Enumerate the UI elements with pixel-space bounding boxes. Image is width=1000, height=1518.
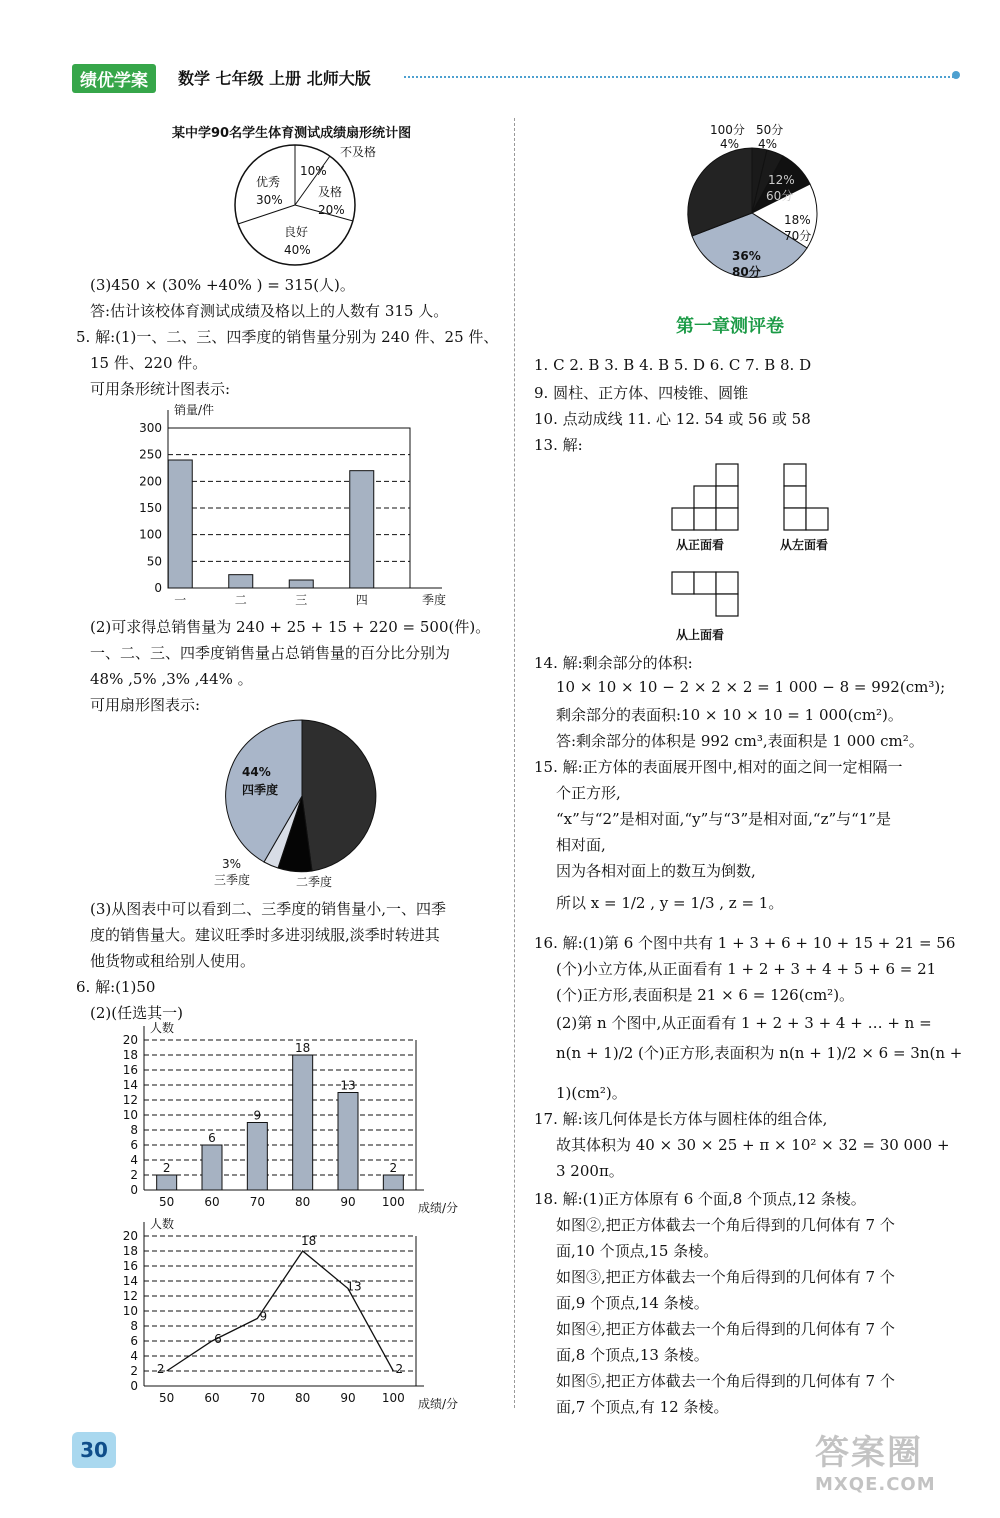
text-line: 答:剩余部分的体积是 992 cm³,表面积是 1 000 cm²。 (556, 732, 924, 750)
bar2-xtick: 100 (381, 1195, 405, 1209)
bar2-bar (383, 1175, 403, 1190)
watermark (815, 1425, 965, 1505)
line2-ylabel: 人数 (150, 1218, 175, 1231)
bar1-xtick: 四 (355, 593, 368, 607)
bar2-ytick: 16 (122, 1063, 138, 1077)
pie3-label-60: 60分 (766, 189, 794, 203)
pie1-label-fail: 不及格 (340, 145, 377, 159)
text-line: 1)(cm²)。 (556, 1084, 627, 1102)
answer-line: 1. C 2. B 3. B 4. B 5. D 6. C 7. B 8. D (534, 356, 812, 374)
pie1-pct-excellent: 30% (256, 193, 283, 207)
pie3-pct-50: 4% (758, 137, 778, 151)
text-line: 48% ,5% ,3% ,44% 。 (90, 670, 253, 688)
pie2-label-q3: 三季度 (214, 873, 251, 887)
sales-pie-chart (200, 712, 400, 892)
view-label-top: 从上面看 (676, 628, 725, 642)
bar1-ytick: 150 (139, 501, 162, 515)
bar2-bar (202, 1145, 222, 1190)
bar2-xlabel: 成绩/分 (418, 1201, 459, 1215)
line2-ytick: 6 (130, 1334, 138, 1348)
sales-bar-chart (120, 402, 460, 612)
pie1-pct-pass: 20% (318, 203, 345, 217)
bar2-bar (157, 1175, 177, 1190)
text-line: 答:估计该校体育测试成绩及格以上的人数有 315 人。 (90, 302, 449, 320)
text-line: 故其体积为 40 × 30 × 25 + π × 10² × 32 = 30 000 + (556, 1136, 950, 1154)
line2-value-label: 2 (156, 1362, 165, 1376)
text-line: 可用扇形图表示: (90, 696, 201, 714)
text-line: 16. 解:(1)第 6 个图中共有 1 + 3 + 6 + 10 + 15 + 21 = 56 (534, 934, 956, 952)
text-line: 所以 x = 1/2 , y = 1/3 , z = 1。 (556, 894, 784, 912)
pie2-label-q4: 四季度 (242, 783, 279, 797)
text-line: 15. 解:正方体的表面展开图中,相对的面之间一定相隔一 (534, 758, 903, 776)
line2-ytick: 12 (122, 1289, 138, 1303)
bar1-ytick: 200 (139, 474, 162, 489)
section-title: 第一章测评卷 (676, 316, 784, 337)
bar1-ytick: 50 (146, 554, 162, 569)
pie1-pct-good: 40% (284, 243, 311, 257)
bar2-bar (338, 1093, 358, 1191)
bar2-xtick: 90 (340, 1195, 356, 1209)
text-line: 如图⑤,把正方体截去一个角后得到的几何体有 7 个 (556, 1372, 895, 1390)
text-line: 面,8 个顶点,13 条棱。 (556, 1346, 709, 1364)
text-line: 剩余部分的表面积:10 × 10 × 10 = 1 000(cm²)。 (556, 706, 903, 724)
text-line: (2)第 n 个图中,从正面看有 1 + 2 + 3 + 4 + … + n = (556, 1014, 932, 1032)
line2-xtick: 80 (295, 1391, 311, 1405)
view-label-front: 从正面看 (676, 538, 725, 552)
three-views-figure (666, 460, 846, 646)
bar1-bar (229, 575, 253, 588)
bar2-bar (247, 1123, 267, 1191)
header-rule (404, 76, 954, 78)
bar1-bar (350, 471, 374, 588)
bar2-ytick: 12 (122, 1093, 138, 1107)
bar2-ytick: 4 (130, 1153, 138, 1167)
text-line: n(n + 1)/2 (个)正方形,表面积为 n(n + 1)/2 × 6 = 3n(n + (556, 1044, 963, 1062)
page-number: 30 (72, 1432, 116, 1468)
text-line: (个)正方形,表面积是 21 × 6 = 126(cm²)。 (556, 986, 855, 1004)
line2-ytick: 4 (130, 1349, 138, 1363)
text-line: 5. 解:(1)一、二、三、四季度的销售量分别为 240 件、25 件、 (76, 328, 499, 346)
pie2-label-q2: 二季度 (296, 875, 333, 889)
score-bar-chart (110, 1022, 470, 1218)
line2-ytick: 16 (122, 1259, 138, 1273)
answer-line: 13. 解: (534, 436, 583, 454)
text-line: 18. 解:(1)正方体原有 6 个面,8 个顶点,12 条棱。 (534, 1190, 866, 1208)
view-label-left: 从左面看 (780, 538, 829, 552)
bar1-xtick: 一 (174, 593, 187, 607)
pie2-pct-q4: 44% (242, 765, 271, 779)
bar2-ytick: 18 (122, 1048, 138, 1062)
line2-ytick: 14 (122, 1274, 138, 1288)
bar1-xtick: 二 (234, 593, 247, 607)
text-line: 相对面, (556, 836, 606, 854)
bar2-xtick: 50 (159, 1195, 175, 1209)
pie3-pct-80: 36% (732, 249, 761, 263)
bar2-value-label: 18 (295, 1041, 311, 1055)
text-line: 面,7 个顶点,有 12 条棱。 (556, 1398, 729, 1416)
bar2-xtick: 70 (249, 1195, 265, 1209)
pie3-label-100: 100分 (710, 123, 745, 137)
text-line: 如图④,把正方体截去一个角后得到的几何体有 7 个 (556, 1320, 895, 1338)
line2-value-label: 2 (395, 1362, 404, 1376)
bar1-ytick: 100 (139, 527, 162, 542)
text-line: 个正方形, (556, 784, 621, 802)
text-line: 因为各相对面上的数互为倒数, (556, 862, 756, 880)
line2-xtick: 60 (204, 1391, 220, 1405)
text-line: 他货物或租给别人使用。 (90, 952, 256, 970)
bar2-xtick: 60 (204, 1195, 220, 1209)
pie3-label-80: 80分 (732, 265, 761, 279)
text-line: 面,10 个顶点,15 条棱。 (556, 1242, 719, 1260)
text-line: “x”与“2”是相对面,“y”与“3”是相对面,“z”与“1”是 (556, 810, 892, 828)
line2-xtick: 50 (159, 1391, 175, 1405)
line2-xtick: 70 (249, 1391, 265, 1405)
pie3-pct-70: 18% (784, 213, 811, 227)
bar2-value-label: 2 (162, 1161, 171, 1175)
text-line: 15 件、220 件。 (90, 354, 208, 372)
bar2-bar (293, 1055, 313, 1190)
bar2-ytick: 6 (130, 1138, 138, 1152)
line2-xtick: 90 (340, 1391, 356, 1405)
bar2-ytick: 8 (130, 1123, 138, 1137)
brand-logo: 绩优学案 (72, 64, 156, 93)
pie3-pct-100: 4% (720, 137, 740, 151)
text-line: 17. 解:该几何体是长方体与圆柱体的组合体, (534, 1110, 828, 1128)
bar2-ytick: 10 (122, 1108, 138, 1122)
page-header (72, 60, 962, 96)
bar2-value-label: 6 (208, 1131, 216, 1145)
pie1-label-good: 良好 (284, 225, 309, 239)
bar2-value-label: 2 (389, 1161, 398, 1175)
text-line: 10 × 10 × 10 − 2 × 2 × 2 = 1 000 − 8 = 992(cm³); (556, 678, 946, 696)
text-line: (3)从图表中可以看到二、三季度的销售量小,一、四季 (90, 900, 447, 918)
bar1-xlabel: 季度 (422, 593, 447, 607)
line2-value-label: 9 (259, 1309, 268, 1324)
pie2-pct-q3: 3% (222, 857, 242, 871)
bar1-bar (289, 580, 313, 588)
bar2-ytick: 20 (122, 1033, 138, 1047)
answer-line: 10. 点动成线 11. 心 12. 54 或 56 或 58 (534, 410, 811, 428)
line2-value-label: 18 (301, 1234, 317, 1248)
text-line: 可用条形统计图表示: (90, 380, 231, 398)
line2-ytick: 8 (130, 1319, 138, 1333)
text-line: 14. 解:剩余部分的体积: (534, 654, 693, 672)
bar1-bar (168, 460, 192, 588)
bar2-xtick: 80 (295, 1195, 311, 1209)
bar2-ytick: 0 (130, 1183, 138, 1197)
text-line: 一、二、三、四季度销售量占总销售量的百分比分别为 (90, 644, 451, 662)
bar2-ytick: 14 (122, 1078, 138, 1092)
text-line: 度的销售量大。建议旺季时多进羽绒服,淡季时转进其 (90, 926, 440, 944)
text-line: 如图③,把正方体截去一个角后得到的几何体有 7 个 (556, 1268, 895, 1286)
line2-xtick: 100 (381, 1391, 405, 1405)
line2-value-label: 13 (346, 1279, 362, 1294)
text-line: (个)小立方体,从正面看有 1 + 2 + 3 + 4 + 5 + 6 = 21 (556, 960, 937, 978)
bar1-ytick: 300 (139, 421, 162, 435)
watermark-line1: 答案圈 (815, 1433, 923, 1473)
header-dot-icon (952, 71, 960, 79)
text-line: (2)(任选其一) (90, 1004, 183, 1022)
pie1-title: 某中学90名学生体育测试成绩扇形统计图 (172, 126, 412, 141)
line2-ytick: 2 (130, 1364, 138, 1378)
pie1-label-excellent: 优秀 (256, 175, 281, 189)
answer-line: 9. 圆柱、正方体、四棱锥、圆锥 (534, 384, 749, 402)
score-line-chart (110, 1218, 470, 1414)
line2-ytick: 0 (130, 1379, 138, 1393)
pie1-chart (220, 140, 410, 270)
line2-xlabel: 成绩/分 (418, 1397, 459, 1411)
text-line: (2)可求得总销售量为 240 + 25 + 15 + 220 = 500(件)。 (90, 618, 491, 636)
line2-value-label: 6 (214, 1332, 222, 1346)
line2-ytick: 10 (122, 1304, 138, 1318)
text-line: 3 200π。 (556, 1162, 624, 1180)
column-divider (514, 118, 515, 1408)
pie1-label-pass: 及格 (318, 185, 343, 199)
watermark-line2: MXQE.COM (815, 1474, 936, 1495)
header-subject: 数学 七年级 上册 北师大版 (178, 69, 371, 88)
bar1-ytick: 0 (154, 581, 162, 595)
text-line: 如图②,把正方体截去一个角后得到的几何体有 7 个 (556, 1216, 895, 1234)
bar1-xtick: 三 (295, 593, 308, 607)
bar1-ytick: 250 (139, 447, 162, 462)
pie3-label-50: 50分 (756, 123, 784, 137)
text-line: (3)450 × (30% +40% ) = 315(人)。 (90, 276, 355, 294)
line2-ytick: 18 (122, 1244, 138, 1258)
score-pie-chart (670, 118, 840, 293)
text-line: 6. 解:(1)50 (76, 978, 156, 996)
pie3-pct-60: 12% (768, 173, 795, 187)
bar2-value-label: 9 (253, 1108, 262, 1123)
bar2-ylabel: 人数 (150, 1022, 175, 1035)
bar2-ytick: 2 (130, 1168, 138, 1182)
bar1-ylabel: 销量/件 (174, 403, 215, 417)
pie3-label-70: 70分 (784, 229, 812, 243)
text-line: 面,9 个顶点,14 条棱。 (556, 1294, 709, 1312)
line2-ytick: 20 (122, 1229, 138, 1243)
pie1-pct-fail: 10% (300, 164, 327, 178)
bar2-value-label: 13 (340, 1078, 356, 1093)
